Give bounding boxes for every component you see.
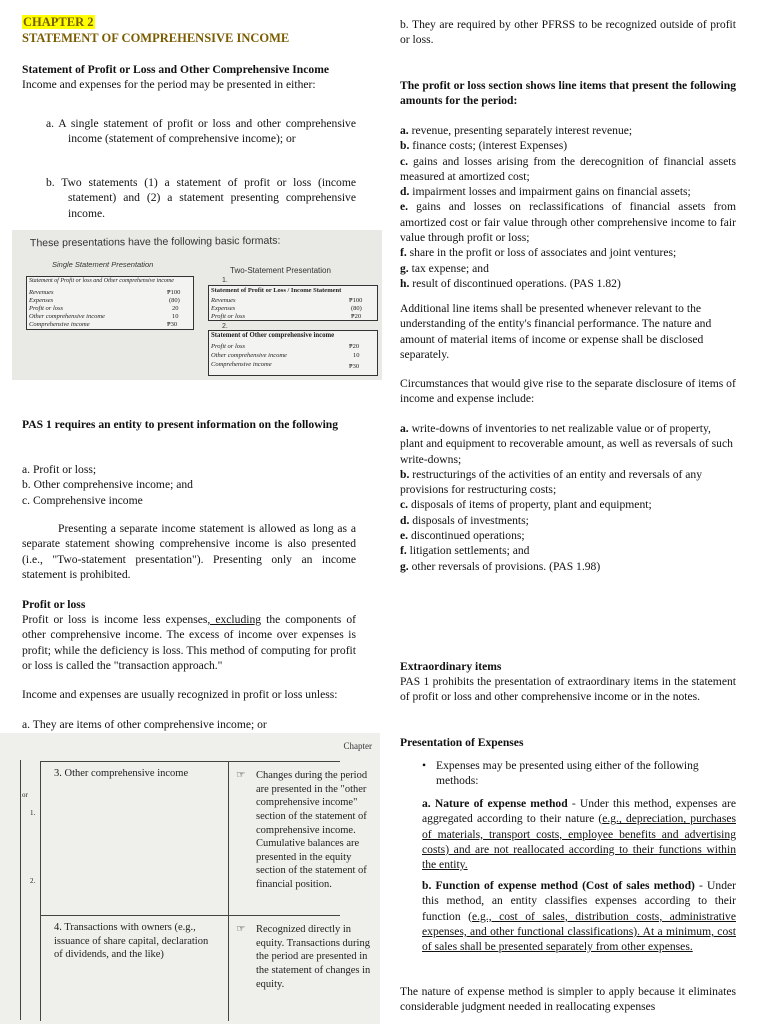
income-statement-box <box>208 285 378 321</box>
single-row-label: Other comprehensive income <box>29 313 105 320</box>
list-item: g. other reversals of provisions. (PAS 1.98) <box>400 559 601 573</box>
margin-mark: or <box>22 791 28 799</box>
list-item: b. Other comprehensive income; and <box>22 478 193 492</box>
two-box1-row-label: Expenses <box>211 305 236 312</box>
two-num-2: 2. <box>222 323 228 330</box>
chapter-label: CHAPTER 2 <box>23 15 94 29</box>
section-heading-statement: Statement of Profit or Loss and Other Comprehensive Income <box>22 63 329 76</box>
single-row-value: ₱30 <box>167 321 178 328</box>
option-b-text: b. Two statements (1) a statement of profit or loss (income statement) and (2) a statement presenting comprehensive income. <box>46 176 356 220</box>
list-item: e. discontinued operations; <box>400 529 525 543</box>
pl-text-post: the components of other comprehensive income. The excess of income over expenses is profit; while the deficiency is loss. This method of computing for profit or loss is called the "transaction approach." <box>22 613 357 672</box>
table-scan-image <box>0 733 380 1024</box>
two-box1-header: Statement of Profit or Loss / Income Statement <box>211 287 342 294</box>
circumstances-paragraph: Circumstances that would give rise to the separate disclosure of items of income and expense include: <box>400 377 736 406</box>
list-item: a. Profit or loss; <box>22 463 97 476</box>
single-row-value: (80) <box>169 297 180 304</box>
two-box2-row-label: Profit or loss <box>211 343 246 350</box>
expenses-heading: Presentation of Expenses <box>400 736 524 749</box>
single-row-label: Expenses <box>29 297 54 304</box>
list-item: f. share in the profit or loss of associates and joint ventures; <box>400 246 677 260</box>
two-box2-row-value: 10 <box>353 352 360 359</box>
row3-text: Changes during the period are presented in the "other comprehensive income" section of the statement of comprehensive income. Cumulative balances are presented in the equity section of the statement of financial position. <box>256 770 368 891</box>
additional-paragraph: Additional line items shall be presented whenever relevant to the understanding of the entity's financial performance. The nature and amount of material items of income or expense shall be disclosed separately. <box>400 302 712 361</box>
disclosure-items-list <box>400 421 736 574</box>
two-title: Two-Statement Presentation <box>230 266 331 275</box>
two-box1-row-value: ₱20 <box>351 313 362 320</box>
nature-method-title: a. Nature of expense method <box>422 797 568 810</box>
two-box2-row-value: ₱20 <box>349 343 360 350</box>
nature-method-paragraph: a. Nature of expense method - Under this method, expenses are aggregated according to their nature (e.g., depreciation, purchases of materials, transport costs, employee benefits and advertising costs) and are not reallocated according to their functions within the entity. <box>422 797 736 872</box>
option-a-text: a. A single statement of profit or loss and other comprehensive income (statement of comprehensive income); or <box>46 117 356 146</box>
table-header-word: Chapter <box>343 741 372 751</box>
extraordinary-paragraph: PAS 1 prohibits the presentation of extraordinary items in the statement of profit or loss and other comprehensive income or in the notes. <box>400 675 736 704</box>
pas1-heading: PAS 1 requires an entity to present information on the following <box>22 418 339 431</box>
margin-mark: 2. <box>30 877 36 885</box>
recognized-item-a: a. They are items of other comprehensive income; or <box>22 718 267 731</box>
pl-section-heading: The profit or loss section shows line items that present the following amounts for the period: <box>400 79 736 108</box>
list-item: d. disposals of investments; <box>400 513 529 527</box>
row3-title: 3. Other comprehensive income <box>54 768 189 779</box>
formats-caption: These presentations have the following basic formats: <box>29 234 281 250</box>
list-item: a. write-downs of inventories to net realizable value or of property, plant and equipment to recoverable amount, as well as reversals of such write-downs; <box>400 422 733 466</box>
single-row-value: 10 <box>172 313 179 320</box>
chapter-title: STATEMENT OF COMPREHENSIVE INCOME <box>22 31 290 46</box>
list-item: c. Comprehensive income <box>22 493 143 507</box>
list-item: • Expenses may be presented using either of the following methods: <box>400 758 736 789</box>
list-item: a. revenue, presenting separately interest revenue; <box>400 124 633 137</box>
recognized-item-b: b. They are required by other PFRSS to be recognized outside of profit or loss. <box>400 18 736 47</box>
expenses-bullet-list <box>400 758 736 789</box>
pl-text-pre: Profit or loss is income less expenses <box>22 613 208 626</box>
two-box1-row-value: (80) <box>351 305 362 312</box>
single-row-value: ₱100 <box>167 289 181 296</box>
single-row-label: Revenues <box>29 289 54 296</box>
two-num-1: 1. <box>222 277 228 284</box>
pl-items-list <box>400 123 736 291</box>
two-box1-row-label: Revenues <box>211 297 236 304</box>
row4-text: Recognized directly in equity. Transactions during the period are presented in the statement of changes in equity. <box>256 924 371 990</box>
pointer-icon: ☞ <box>236 770 246 781</box>
oci-statement-box <box>208 330 378 376</box>
row4-title: 4. Transactions with owners (e.g., issuance of share capital, declaration of dividends, and the like) <box>54 922 209 961</box>
pl-text-underline: , excluding <box>207 613 262 626</box>
single-row-label: Comprehensive income <box>29 321 90 328</box>
pas1-paragraph: Presenting a separate income statement is allowed as long as a separate statement showing comprehensive income is also presented (i.e., "Two-statement presentation"). Presenting only an income statement is prohibited. <box>22 522 356 581</box>
function-method-title: b. Function of expense method (Cost of sales method) <box>422 879 695 892</box>
single-row-value: 20 <box>172 305 179 312</box>
extraordinary-heading: Extraordinary items <box>400 660 502 673</box>
two-box2-row-value: ₱30 <box>349 363 360 370</box>
list-item: f. litigation settlements; and <box>400 544 530 558</box>
profit-loss-paragraph <box>22 612 356 673</box>
profit-loss-heading: Profit or loss <box>22 598 86 611</box>
pointer-icon: ☞ <box>236 924 246 935</box>
two-box1-row-label: Profit or loss <box>211 313 246 320</box>
list-item: b. restructurings of the activities of an entity and reversals of any provisions for restructuring costs; <box>400 467 703 497</box>
two-box2-header: Statement of Other comprehensive income <box>211 332 335 339</box>
single-statement-box <box>26 276 194 330</box>
formats-scan-image <box>12 230 382 380</box>
section-intro: Income and expenses for the period may be presented in either: <box>22 78 316 91</box>
list-item: c. gains and losses arising from the derecognition of financial assets measured at amortized cost; <box>400 154 736 183</box>
single-box-header: Statement of Profit or loss and Other comprehensive income <box>29 278 174 284</box>
margin-mark: 1. <box>30 809 36 817</box>
two-box1-row-value: ₱100 <box>349 297 363 304</box>
recognized-paragraph: Income and expenses are usually recognized in profit or loss unless: <box>22 688 338 701</box>
list-item: b. finance costs; (interest Expenses) <box>400 139 568 153</box>
single-row-label: Profit or loss <box>29 305 64 312</box>
list-item: h. result of discontinued operations. (PAS 1.82) <box>400 276 621 290</box>
list-item: g. tax expense; and <box>400 261 489 275</box>
chapter-header <box>22 15 356 46</box>
function-method-paragraph: b. Function of expense method (Cost of sales method) - Under this method, an entity classifies expenses according to their function (e.g., cost of sales, distribution costs, administrative expenses, and other functional classifications). At a minimum, cost of sales shall be presented separately from other expenses. <box>422 879 737 954</box>
list-item: e. gains and losses on reclassifications of financial assets from amortized cost or fair value through other comprehensive income to fair value through profit or loss; <box>400 200 736 245</box>
list-item: c. disposals of items of property, plant and equipment; <box>400 498 652 512</box>
single-title: Single Statement Presentation <box>52 260 154 269</box>
pas1-list <box>22 462 356 508</box>
two-box2-row-label: Comprehensive income <box>211 361 272 368</box>
list-item: d. impairment losses and impairment gains on financial assets; <box>400 185 691 199</box>
final-paragraph: The nature of expense method is simpler to apply because it eliminates considerable judgment needed in reallocating expenses <box>400 985 736 1014</box>
two-box2-row-label: Other comprehensive income <box>211 352 287 359</box>
